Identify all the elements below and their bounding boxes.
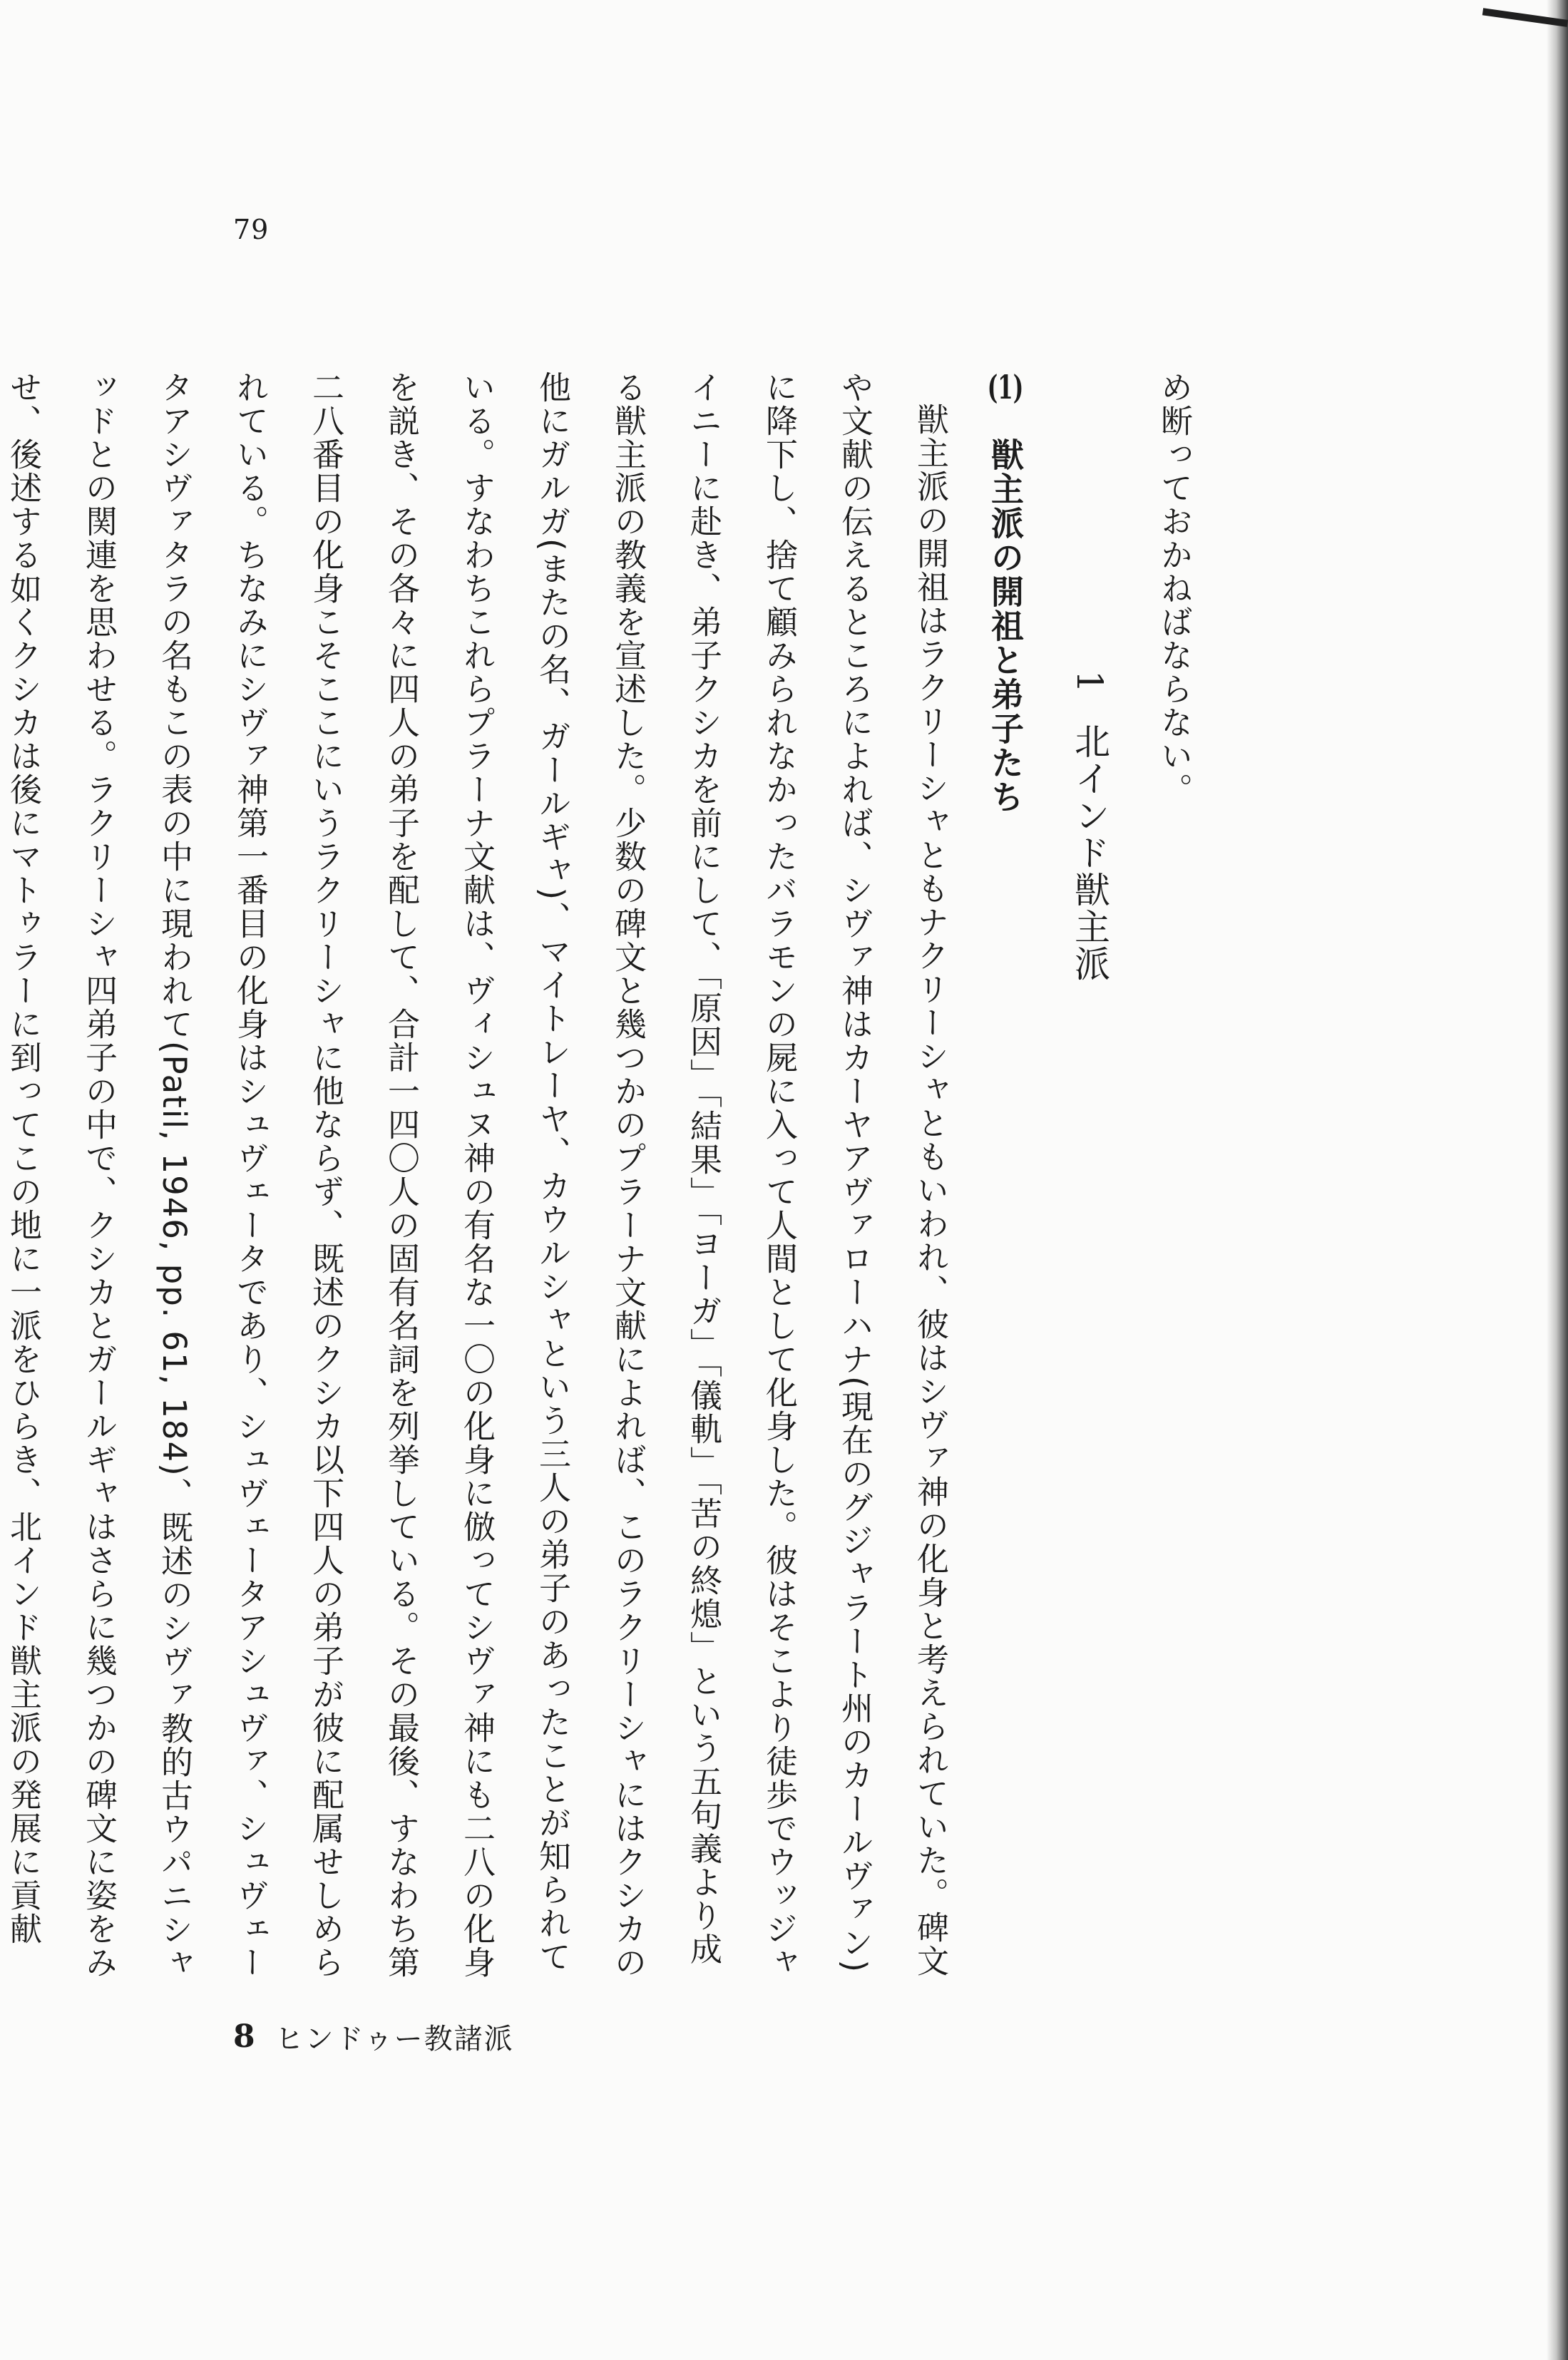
section-number: 1: [1069, 670, 1110, 694]
running-footer: [233, 2016, 514, 2057]
body-paragraph: 獣主派の開祖はラクリーシャともナクリーシャともいわれ、彼はシヴァ神の化身と考えられていた。碑文や文献の伝えるところによれば、シヴァ神はカーヤアヴァローハナ(現在のグジャラート州のカールヴァン)に降下し、捨て顧みられなかったバラモンの屍に入って人間として化身した。彼はそこより徒歩でウッジャイニーに赴き、弟子クシカを前にして、「原因」「結果」「ヨーガ」「儀軌」「苦の終熄」という五句義より成る獣主派の教義を宣述した。少数の碑文と幾つかのプラーナ文献によれば、このラクリーシャにはクシカの他にガルガ(またの名、ガールギャ)、マイトレーヤ、カウルシャという三人の弟子のあったことが知られている。すなわちこれらプラーナ文献は、ヴィシュヌ神の有名な一〇の化身に倣ってシヴァ神にも二八の化身を説き、その各々に四人の弟子を配して、合計一四〇人の固有名詞を列挙している。その最後、すなわち第二八番目の化身こそここにいうラクリーシャに他ならず、既述のクシカ以下四人の弟子が彼に配属せしめられている。ちなみにシヴァ神第一番目の化身はシュヴェータであり、シュヴェータアシュヴァ、シュヴェータアシヴァタラの名もこの表の中に現われて(Patil, 1946, pp. 61, 184)、既述のシヴァ教的古ウパニシャッドとの関連を思わせる。ラクリーシャ四弟子の中で、クシカとガールギャはさらに幾つかの碑文に姿をみせ、後述する如くクシカは後にマトゥラーに到ってこの地に一派をひらき、北インド獣主派の発展に貢献: [4, 371, 949, 1980]
footer-chapter-number: 8: [233, 2018, 255, 2055]
subsection-title: 獣主派の開祖と弟子たち: [986, 438, 1025, 814]
subsection-heading: [968, 371, 1043, 1982]
footer-chapter-title: ヒンドゥー教諸派: [275, 2023, 514, 2056]
page-number: 79: [233, 214, 270, 245]
section-title: 北インド獣主派: [1069, 722, 1110, 983]
lead-in-line: め断っておかねばならない。: [1155, 371, 1193, 806]
page-edge-shadow: [1547, 0, 1568, 2360]
body-text: [0, 371, 1211, 1982]
section-heading: [1052, 371, 1127, 1982]
subsection-number: (1): [987, 371, 1024, 404]
